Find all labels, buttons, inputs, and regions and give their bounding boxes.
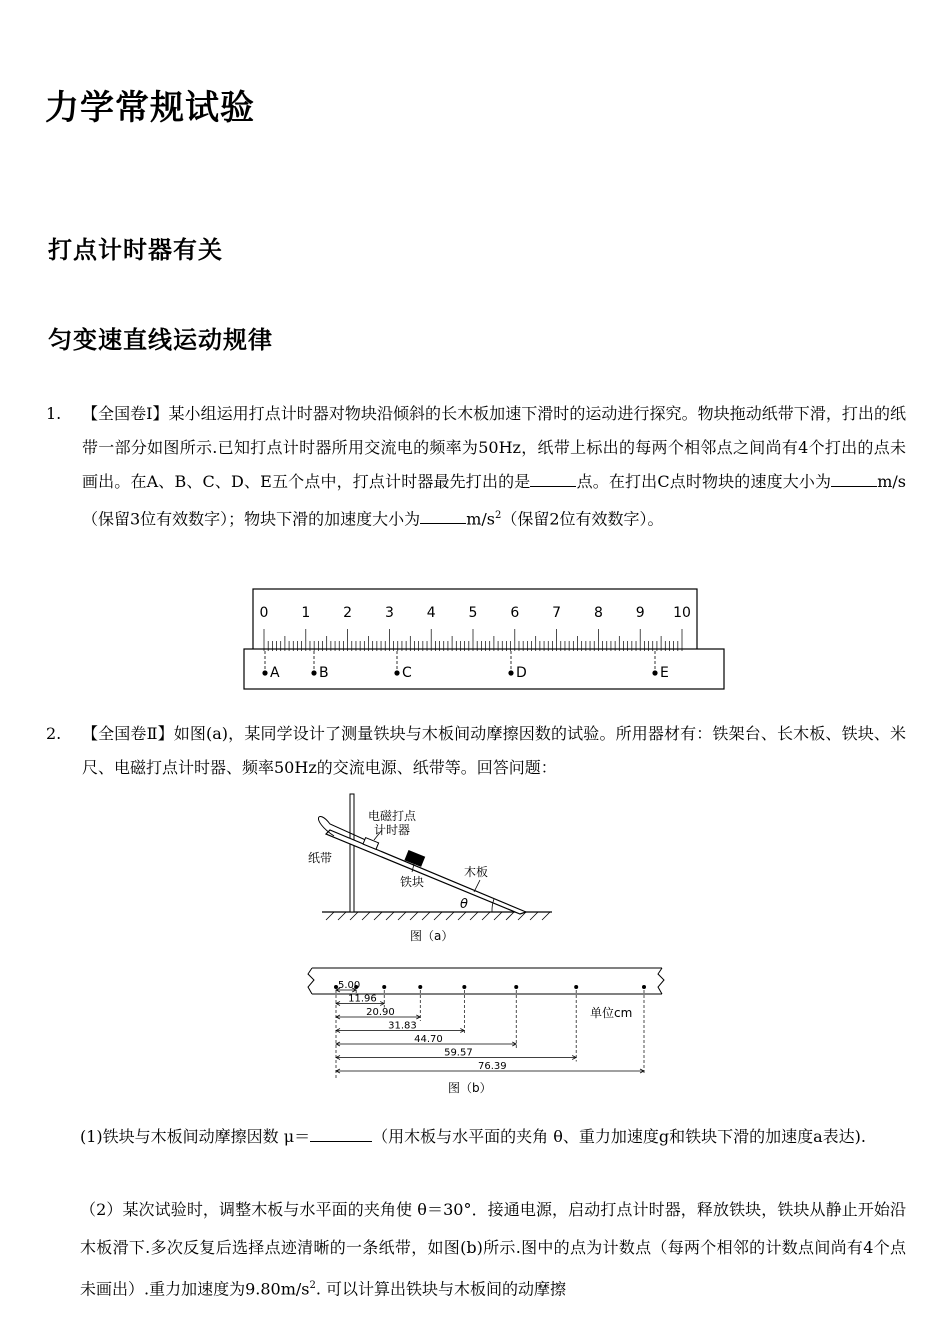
timer-label-1: 电磁打点 bbox=[368, 809, 417, 823]
tape-dot bbox=[574, 985, 578, 989]
distance-label: 11.96 bbox=[348, 993, 377, 1005]
question-2-part-1 bbox=[80, 1118, 906, 1156]
page-title: 力学常规试验 bbox=[45, 88, 255, 128]
q1-text-a: 【全国卷Ⅰ】某小组运用打点计时器对物块沿倾斜的长木板加速下滑时的运动进行探究。物块拖动纸带下滑，打出的纸带一部分如图所示.已知打点计时器所用交流电的频率为50Hz，纸带上标出的每两个相邻点之间尚有4个打出的点未画出。在A、B、C、D、E五个点中，打点计时器最先打出的是 bbox=[82, 404, 906, 491]
tape-point bbox=[394, 670, 399, 675]
iron-stand bbox=[350, 794, 354, 912]
q2-part2-text-b: . 可以计算出铁块与木板间的动摩擦 bbox=[315, 1279, 567, 1299]
distance-label: 44.70 bbox=[414, 1034, 443, 1045]
distance-label: 31.83 bbox=[388, 1020, 417, 1032]
question-number: 1. bbox=[46, 404, 62, 423]
question-2-text: 【全国卷Ⅱ】如图(a)，某同学设计了测量铁块与木板间动摩擦因数的试验。所用器材有：铁架台、长木板、铁块、米尺、电磁打点计时器、频率50Hz的交流电源、纸带等。回答问题： bbox=[82, 724, 906, 777]
question-number: 2. bbox=[46, 724, 62, 743]
ruler-number: 9 bbox=[635, 605, 645, 621]
tape-right-tear bbox=[658, 968, 664, 994]
tape-dot bbox=[462, 985, 466, 989]
q1-text-e: （保留2位有效数字）。 bbox=[501, 509, 664, 529]
ruler-number: 5 bbox=[468, 605, 478, 621]
answer-blank-first-point[interactable] bbox=[530, 468, 576, 487]
paper-tape bbox=[244, 649, 724, 689]
ruler-number: 1 bbox=[301, 605, 311, 621]
tape-dot bbox=[382, 985, 386, 989]
tape-point-label: A bbox=[270, 665, 280, 681]
tape-label: 纸带 bbox=[308, 851, 333, 865]
timer-label-2: 计时器 bbox=[374, 823, 411, 837]
tape-dot bbox=[514, 985, 518, 989]
tape-point-label: C bbox=[402, 665, 412, 681]
ruler-number: 6 bbox=[510, 605, 520, 621]
tape-point-label: B bbox=[319, 665, 329, 681]
ruler-tape-figure bbox=[240, 585, 730, 693]
tape-point bbox=[652, 670, 657, 675]
tape-distance-figure bbox=[300, 960, 670, 1100]
unit-label: 单位cm bbox=[590, 1006, 633, 1020]
ruler-number: 4 bbox=[426, 605, 436, 621]
ruler-number: 7 bbox=[552, 605, 562, 621]
tape-point-label: E bbox=[660, 665, 669, 681]
q2-part2-text-a: （2）某次试验时，调整木板与水平面的夹角使 θ＝30°．接通电源，启动打点计时器，释放铁块，铁块从静止开始沿木板滑下.多次反复后选择点迹清晰的一条纸带，如图(b)所示.图中的点为计数点（每两个相邻的计数点间尚有4个点未画出）.重力加速度为9.80m/s bbox=[80, 1200, 906, 1299]
question-1 bbox=[46, 397, 906, 536]
wooden-board bbox=[326, 830, 526, 914]
ruler-number: 3 bbox=[384, 605, 394, 621]
answer-blank-mu[interactable] bbox=[310, 1123, 372, 1142]
question-1-text bbox=[82, 397, 906, 536]
figure-b-caption: 图（b） bbox=[448, 1081, 492, 1095]
section-heading-timer: 打点计时器有关 bbox=[48, 235, 223, 264]
tape-point bbox=[262, 670, 267, 675]
ruler-number: 10 bbox=[673, 605, 691, 621]
tape-dot bbox=[418, 985, 422, 989]
tape-dots bbox=[334, 985, 646, 989]
distance-label: 59.57 bbox=[444, 1047, 473, 1059]
question-2 bbox=[46, 717, 906, 785]
distance-label: 5.00 bbox=[338, 980, 361, 991]
distance-label: 76.39 bbox=[478, 1061, 507, 1072]
incline-apparatus-figure bbox=[300, 790, 560, 950]
q2-part1-text-b: （用木板与水平面的夹角 θ、重力加速度g和铁块下滑的加速度a表达). bbox=[372, 1127, 866, 1146]
tape-point bbox=[311, 670, 316, 675]
q1-text-c: m/s（保留3位有效数字）；物块下滑的加速度大小为 bbox=[82, 472, 906, 529]
ruler-number: 0 bbox=[259, 605, 269, 621]
q1-sup: 2 bbox=[494, 510, 502, 521]
distance-label: 20.90 bbox=[366, 1007, 395, 1018]
q1-text-d: m/s bbox=[466, 509, 495, 529]
tape-point-label: D bbox=[516, 665, 527, 681]
tape-point bbox=[508, 670, 513, 675]
q1-text-b: 点。在打出C点时物块的速度大小为 bbox=[576, 472, 832, 491]
tape-left-tear bbox=[308, 968, 314, 994]
q2-part1-text-a: (1)铁块与木板间动摩擦因数 μ＝ bbox=[80, 1127, 311, 1146]
section-heading-motion: 匀变速直线运动规律 bbox=[48, 325, 273, 354]
q2-part2-sup: 2 bbox=[309, 1280, 316, 1291]
distance-dimensions bbox=[336, 980, 644, 1078]
block-label: 铁块 bbox=[400, 875, 425, 889]
ground-hatching bbox=[326, 912, 550, 920]
board-label: 木板 bbox=[464, 865, 489, 879]
answer-blank-acceleration[interactable] bbox=[420, 505, 466, 524]
angle-label: θ bbox=[460, 897, 468, 912]
ruler-number: 8 bbox=[593, 605, 603, 621]
ruler-number: 2 bbox=[343, 605, 353, 621]
tape-dot bbox=[642, 985, 646, 989]
answer-blank-velocity[interactable] bbox=[831, 468, 877, 487]
question-2-part-2 bbox=[80, 1191, 906, 1308]
figure-a-caption: 图（a） bbox=[410, 929, 454, 943]
